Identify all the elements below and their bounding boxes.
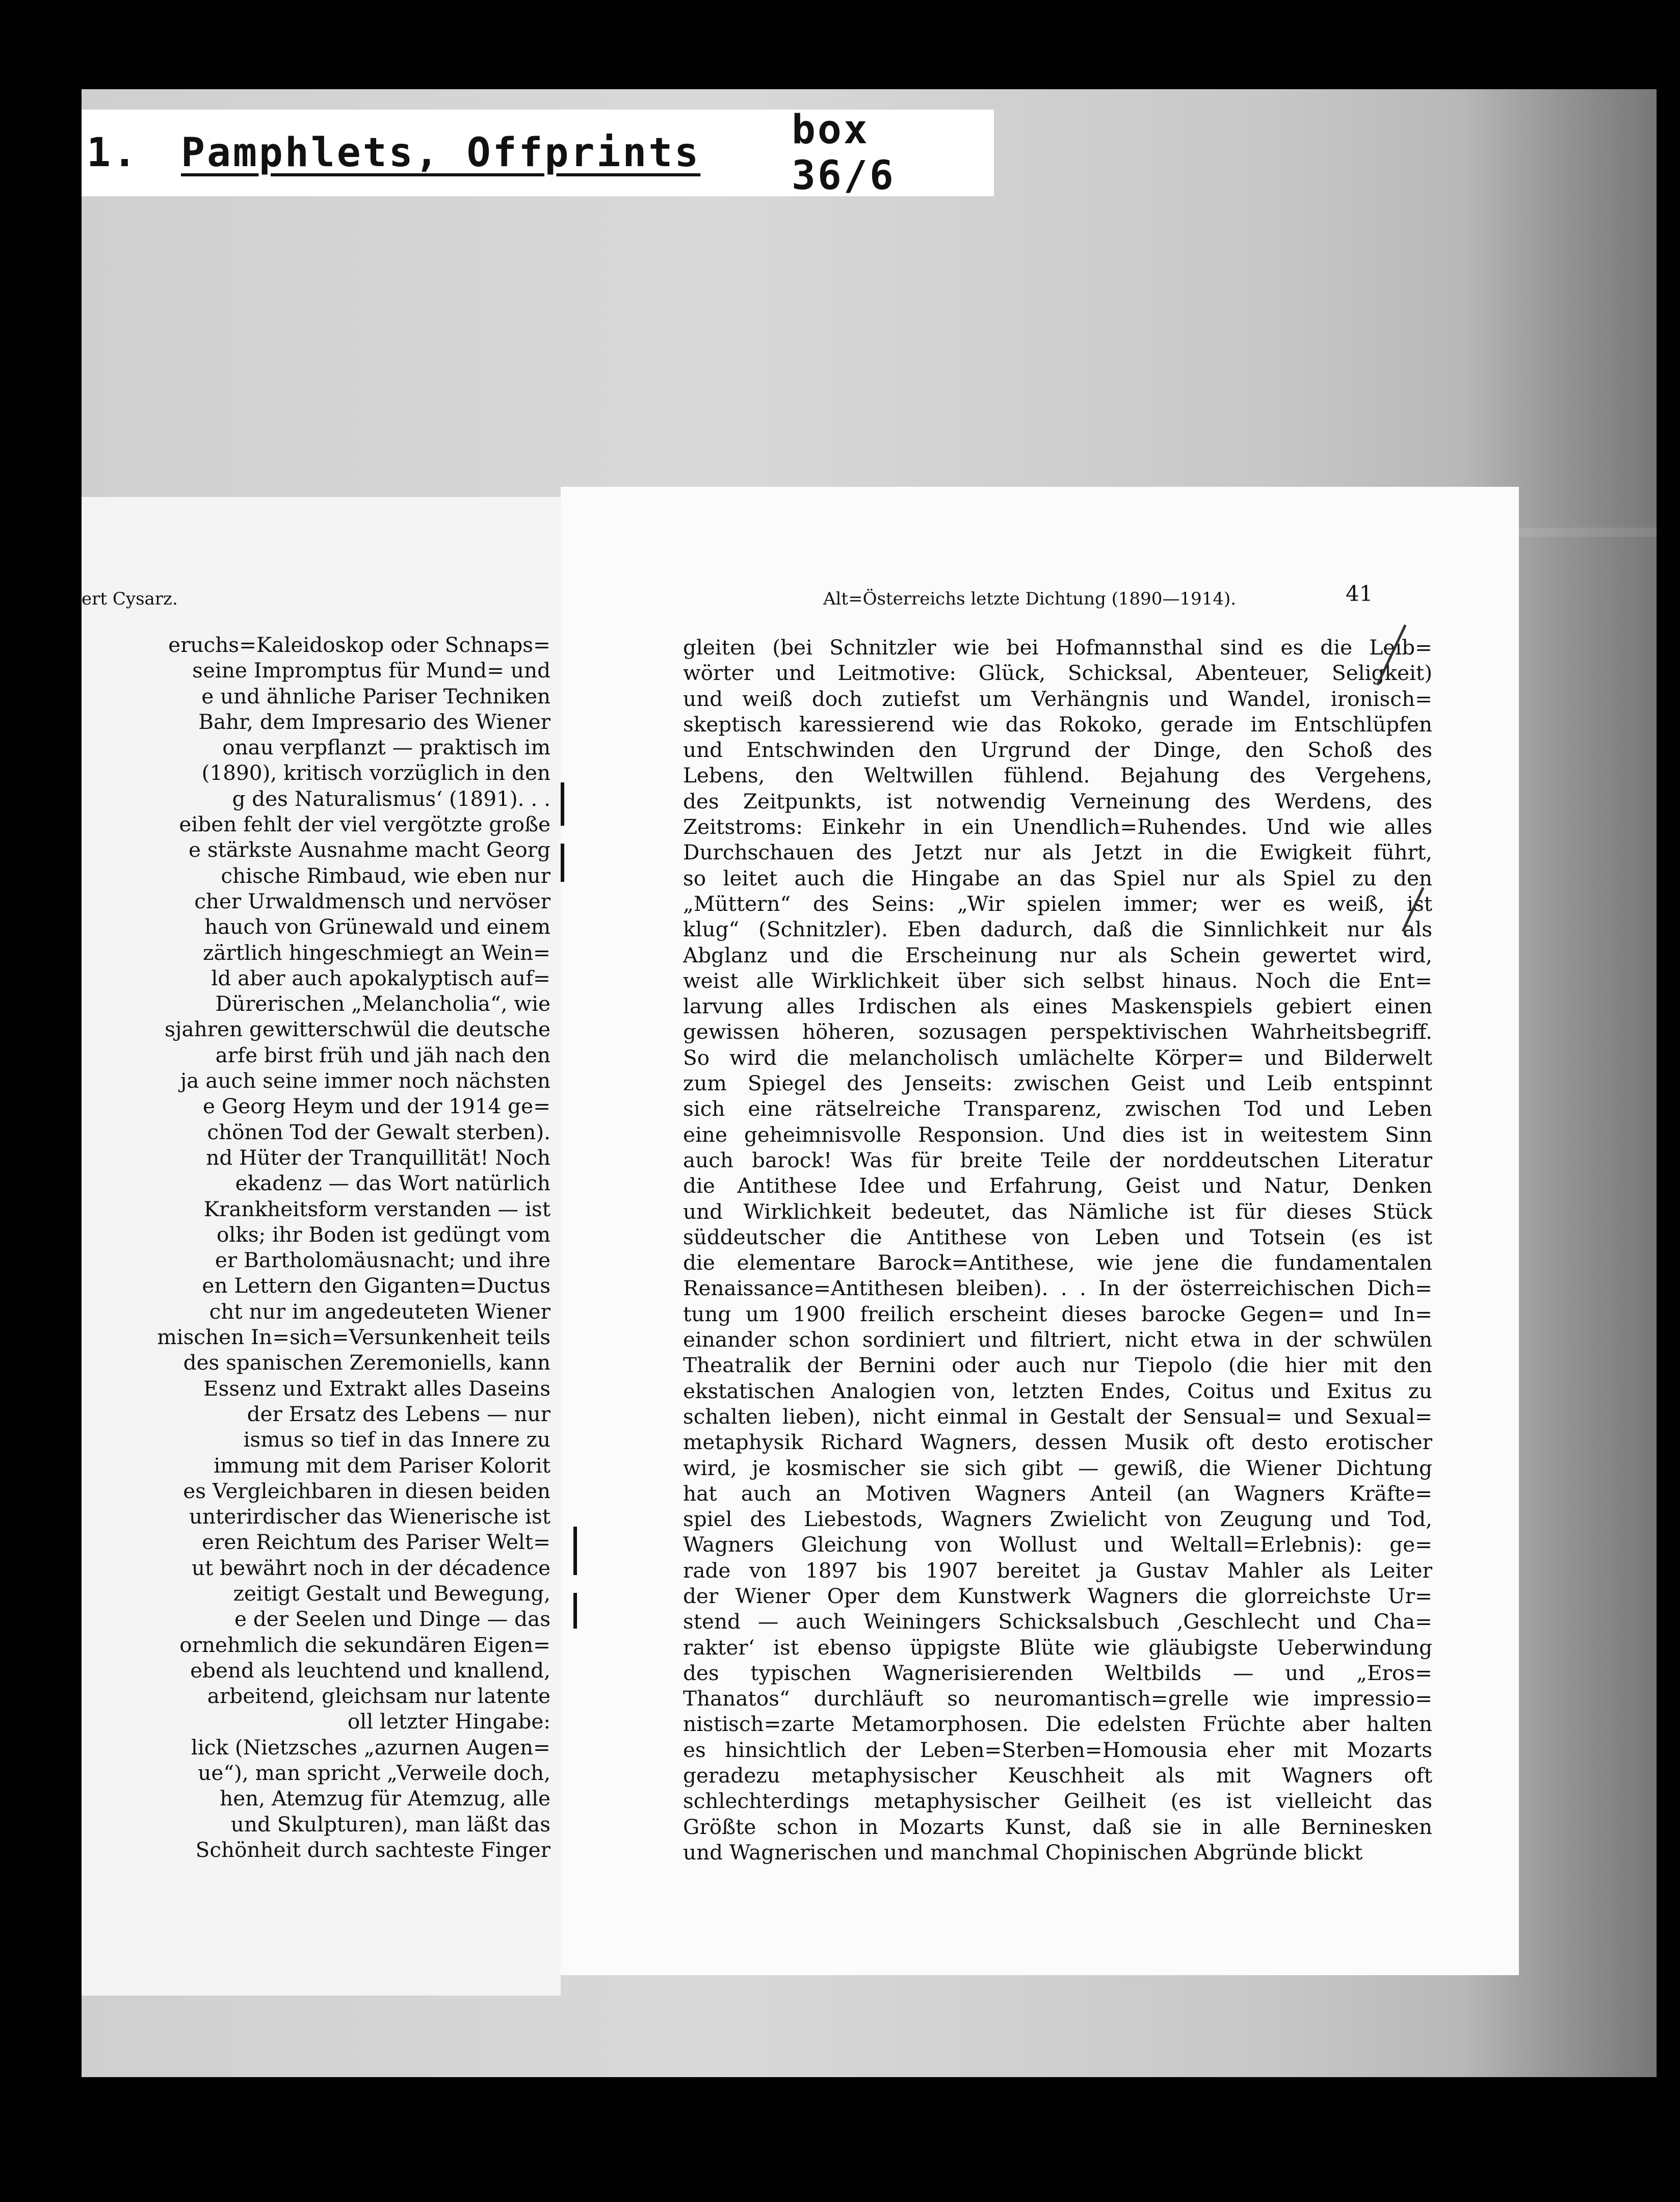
text-line: geradezu metaphysischer Keuschheit als mit Wagners oft	[683, 1763, 1432, 1788]
label-number: 1.	[87, 130, 139, 176]
text-line: ue“), man spricht „Verweile doch,	[198, 1761, 550, 1786]
text-line: cht nur im angedeuteten Wiener	[209, 1299, 550, 1324]
text-line: eruchs=Kaleidoskop oder Schnaps=	[168, 633, 550, 657]
text-line: gleiten (bei Schnitzler wie bei Hofmannsthal sind es die Leib=	[683, 635, 1432, 660]
text-line: seine Impromptus für Mund= und	[192, 658, 550, 683]
text-line: weist alle Wirklichkeit über sich selbst hinaus. Noch die Ent=	[683, 968, 1432, 993]
text-line: Bahr, dem Impresario des Wiener	[198, 709, 550, 734]
text-line: des spanischen Zeremoniells, kann	[183, 1350, 550, 1375]
text-line: g des Naturalismus‘ (1891). . .	[232, 786, 550, 811]
left-page	[82, 497, 561, 1996]
text-line: olks; ihr Boden ist gedüngt vom	[216, 1222, 550, 1247]
text-line: schalten lieben), nicht einmal in Gestalt der Sensual= und Sexual=	[683, 1404, 1432, 1429]
text-line: rade von 1897 bis 1907 bereitet ja Gustav Mahler als Leiter	[683, 1558, 1432, 1583]
text-line: Krankheitsform verstanden — ist	[203, 1196, 550, 1221]
left-running-head: ert Cysarz.	[82, 589, 178, 609]
text-line: Lebens, den Weltwillen fühlend. Bejahung des Vergehens,	[683, 763, 1432, 788]
text-line: des typischen Wagnerisierenden Weltbilds — und „Eros=	[683, 1660, 1432, 1685]
text-line: auch barock! Was für breite Teile der norddeutschen Literatur	[683, 1147, 1432, 1172]
text-line: die elementare Barock=Antithese, wie jene die fundamentalen	[683, 1250, 1432, 1275]
text-line: der Ersatz des Lebens — nur	[247, 1401, 550, 1426]
text-line: und Entschwinden den Urgrund der Dinge, den Schoß des	[683, 738, 1432, 763]
text-line: metaphysik Richard Wagners, dessen Musik oft desto erotischer	[683, 1430, 1432, 1455]
text-line: er Bartholomäusnacht; und ihre	[215, 1248, 550, 1273]
text-line: cher Urwaldmensch und nervöser	[194, 888, 550, 913]
text-line: zeitigt Gestalt und Bewegung,	[233, 1581, 550, 1606]
text-line: und Wagnerischen und manchmal Chopinischen Abgründe blickt	[683, 1840, 1363, 1865]
text-line: Größte schon in Mozarts Kunst, daß sie in alle Berninesken	[683, 1814, 1432, 1839]
text-line: sich eine rätselreiche Transparenz, zwischen Tod und Leben	[683, 1096, 1432, 1121]
text-line: der Wiener Oper dem Kunstwerk Wagners die glorreichste Ur=	[683, 1583, 1432, 1608]
text-line: Dürerischen „Melancholia“, wie	[215, 991, 550, 1016]
text-line: e der Seelen und Dinge — das	[234, 1607, 550, 1632]
left-page-text	[82, 632, 550, 1863]
text-line: Theatralik der Bernini oder auch nur Tiepolo (die hier mit den	[683, 1353, 1432, 1378]
text-line: Schönheit durch sachteste Finger	[195, 1837, 550, 1862]
text-line: süddeutscher die Antithese von Leben und Totsein (es ist	[683, 1224, 1432, 1249]
text-line: hen, Atemzug für Atemzug, alle	[220, 1786, 550, 1811]
text-line: des Zeitpunkts, ist notwendig Verneinung des Werdens, des	[683, 789, 1432, 814]
text-line: hat auch an Motiven Wagners Anteil (an Wagners Kräfte=	[683, 1481, 1432, 1506]
text-line: chönen Tod der Gewalt sterben).	[207, 1119, 550, 1144]
text-line: e und ähnliche Pariser Techniken	[201, 684, 550, 709]
text-line: mischen In=sich=Versunkenheit teils	[157, 1325, 550, 1350]
text-line: gewissen höheren, sozusagen perspektivischen Wahrheitsbegriff.	[683, 1019, 1432, 1044]
text-line: oll letzter Hingabe:	[347, 1709, 550, 1734]
text-line: arbeitend, gleichsam nur latente	[207, 1684, 550, 1709]
text-line: unterirdischer das Wienerische ist	[189, 1504, 550, 1529]
text-line: es Vergleichbaren in diesen beiden	[183, 1478, 550, 1503]
text-line: Abglanz und die Erscheinung nur als Schein gewertet wird,	[683, 942, 1432, 967]
text-line: zärtlich hingeschmiegt an Wein=	[203, 940, 550, 965]
text-line: es hinsichtlich der Leben=Sterben=Homousia eher mit Mozarts	[683, 1737, 1432, 1762]
text-line: arfe birst früh und jäh nach den	[215, 1042, 550, 1067]
text-line: ld aber auch apokalyptisch auf=	[211, 965, 550, 990]
text-line: ut bewährt noch in der décadence	[191, 1555, 550, 1580]
text-line: klug“ (Schnitzler). Eben dadurch, daß die Sinnlichkeit nur als	[683, 917, 1432, 942]
text-line: und Wirklichkeit bedeutet, das Nämliche ist für dieses Stück	[683, 1199, 1432, 1224]
text-line: sjahren gewitterschwül die deutsche	[165, 1017, 550, 1042]
text-line: ekstatischen Analogien von, letzten Endes, Coitus und Exitus zu	[683, 1378, 1432, 1403]
text-line: rakter‘ ist ebenso üppigste Blüte wie gläubigste Ueberwindung	[683, 1635, 1432, 1660]
text-line: und Skulpturen), man läßt das	[230, 1812, 550, 1837]
text-line: Renaissance=Antithesen bleiben). . . In der österreichischen Dich=	[683, 1276, 1432, 1301]
text-line: So wird die melancholisch umlächelte Körper= und Bilderwelt	[683, 1045, 1432, 1070]
right-page	[561, 487, 1519, 1975]
text-line: „Müttern“ des Seins: „Wir spielen immer; wer es weiß, ist	[683, 891, 1432, 916]
text-line: Zeitstroms: Einkehr in ein Unendlich=Ruhendes. Und wie alles	[683, 815, 1432, 840]
text-line: eren Reichtum des Pariser Welt=	[202, 1530, 550, 1555]
text-line: Durchschauen des Jetzt nur als Jetzt in die Ewigkeit führt,	[683, 840, 1432, 865]
label-box-number: box 36/6	[791, 107, 896, 199]
text-line: hauch von Grünewald und einem	[204, 914, 550, 939]
margin-mark	[561, 844, 564, 882]
text-line: stend — auch Weiningers Schicksalsbuch ‚Geschlecht und Cha=	[683, 1609, 1432, 1634]
text-line: wird, je kosmischer sie sich gibt — gewiß, die Wiener Dichtung	[683, 1455, 1432, 1480]
text-line: nistisch=zarte Metamorphosen. Die edelsten Früchte aber halten	[683, 1712, 1432, 1737]
text-line: lick (Nietzsches „azurnen Augen=	[191, 1735, 550, 1760]
text-line: so leitet auch die Hingabe an das Spiel nur als Spiel zu den	[683, 866, 1432, 890]
text-line: spiel des Liebestods, Wagners Zwielicht von Zeugung und Tod,	[683, 1507, 1432, 1532]
text-line: Thanatos“ durchläuft so neuromantisch=grelle wie impressio=	[683, 1686, 1432, 1711]
text-line: einander schon sordiniert und filtriert, nicht etwa in der schwülen	[683, 1327, 1432, 1352]
margin-mark	[573, 1527, 577, 1575]
text-line: onau verpflanzt — praktisch im	[222, 735, 550, 760]
text-line: ismus so tief in das Innere zu	[243, 1427, 550, 1452]
text-line: e Georg Heym und der 1914 ge=	[202, 1094, 550, 1119]
page-number: 41	[1346, 581, 1373, 606]
text-line: larvung alles Irdischen als eines Maskenspiels gebiert einen	[683, 994, 1432, 1019]
text-line: nd Hüter der Tranquillität! Noch	[206, 1145, 550, 1170]
text-line: und weiß doch zutiefst um Verhängnis und Wandel, ironisch=	[683, 686, 1432, 711]
label-category: Pamphlets, Offprints	[181, 130, 701, 176]
text-line: Essenz und Extrakt alles Daseins	[203, 1376, 550, 1401]
text-line: ornehmlich die sekundären Eigen=	[179, 1632, 550, 1657]
text-line: schlechterdings metaphysischer Geilheit (es ist vielleicht das	[683, 1789, 1432, 1814]
text-line: zum Spiegel des Jenseits: zwischen Geist und Leib entspinnt	[683, 1071, 1432, 1096]
margin-mark	[561, 782, 564, 826]
text-line: e stärkste Ausnahme macht Georg	[189, 837, 550, 862]
text-line: en Lettern den Giganten=Ductus	[202, 1273, 550, 1298]
text-line: wörter und Leitmotive: Glück, Schicksal, Abenteuer, Seligkeit)	[683, 661, 1432, 686]
text-line: ebend als leuchtend und knallend,	[190, 1658, 550, 1683]
text-line: Wagners Gleichung von Wollust und Weltall=Erlebnis): ge=	[683, 1532, 1432, 1557]
margin-mark	[573, 1593, 577, 1629]
right-running-head: Alt=Österreichs letzte Dichtung (1890—1914).	[823, 589, 1237, 609]
text-line: (1890), kritisch vorzüglich in den	[201, 761, 550, 785]
right-page-text	[683, 635, 1432, 1865]
text-line: eiben fehlt der viel vergötzte große	[179, 812, 550, 837]
text-line: ekadenz — das Wort natürlich	[235, 1171, 550, 1196]
text-line: tung um 1900 freilich erscheint dieses barocke Gegen= und In=	[683, 1301, 1432, 1326]
text-line: immung mit dem Pariser Kolorit	[214, 1453, 550, 1478]
text-line: chische Rimbaud, wie eben nur	[221, 863, 550, 888]
archive-label	[82, 107, 994, 199]
text-line: ja auch seine immer noch nächsten	[180, 1068, 550, 1093]
text-line: eine geheimnisvolle Responsion. Und dies ist in weitestem Sinn	[683, 1122, 1432, 1147]
text-line: die Antithese Idee und Erfahrung, Geist und Natur, Denken	[683, 1173, 1432, 1198]
text-line: skeptisch karessierend wie das Rokoko, gerade im Entschlüpfen	[683, 712, 1432, 737]
